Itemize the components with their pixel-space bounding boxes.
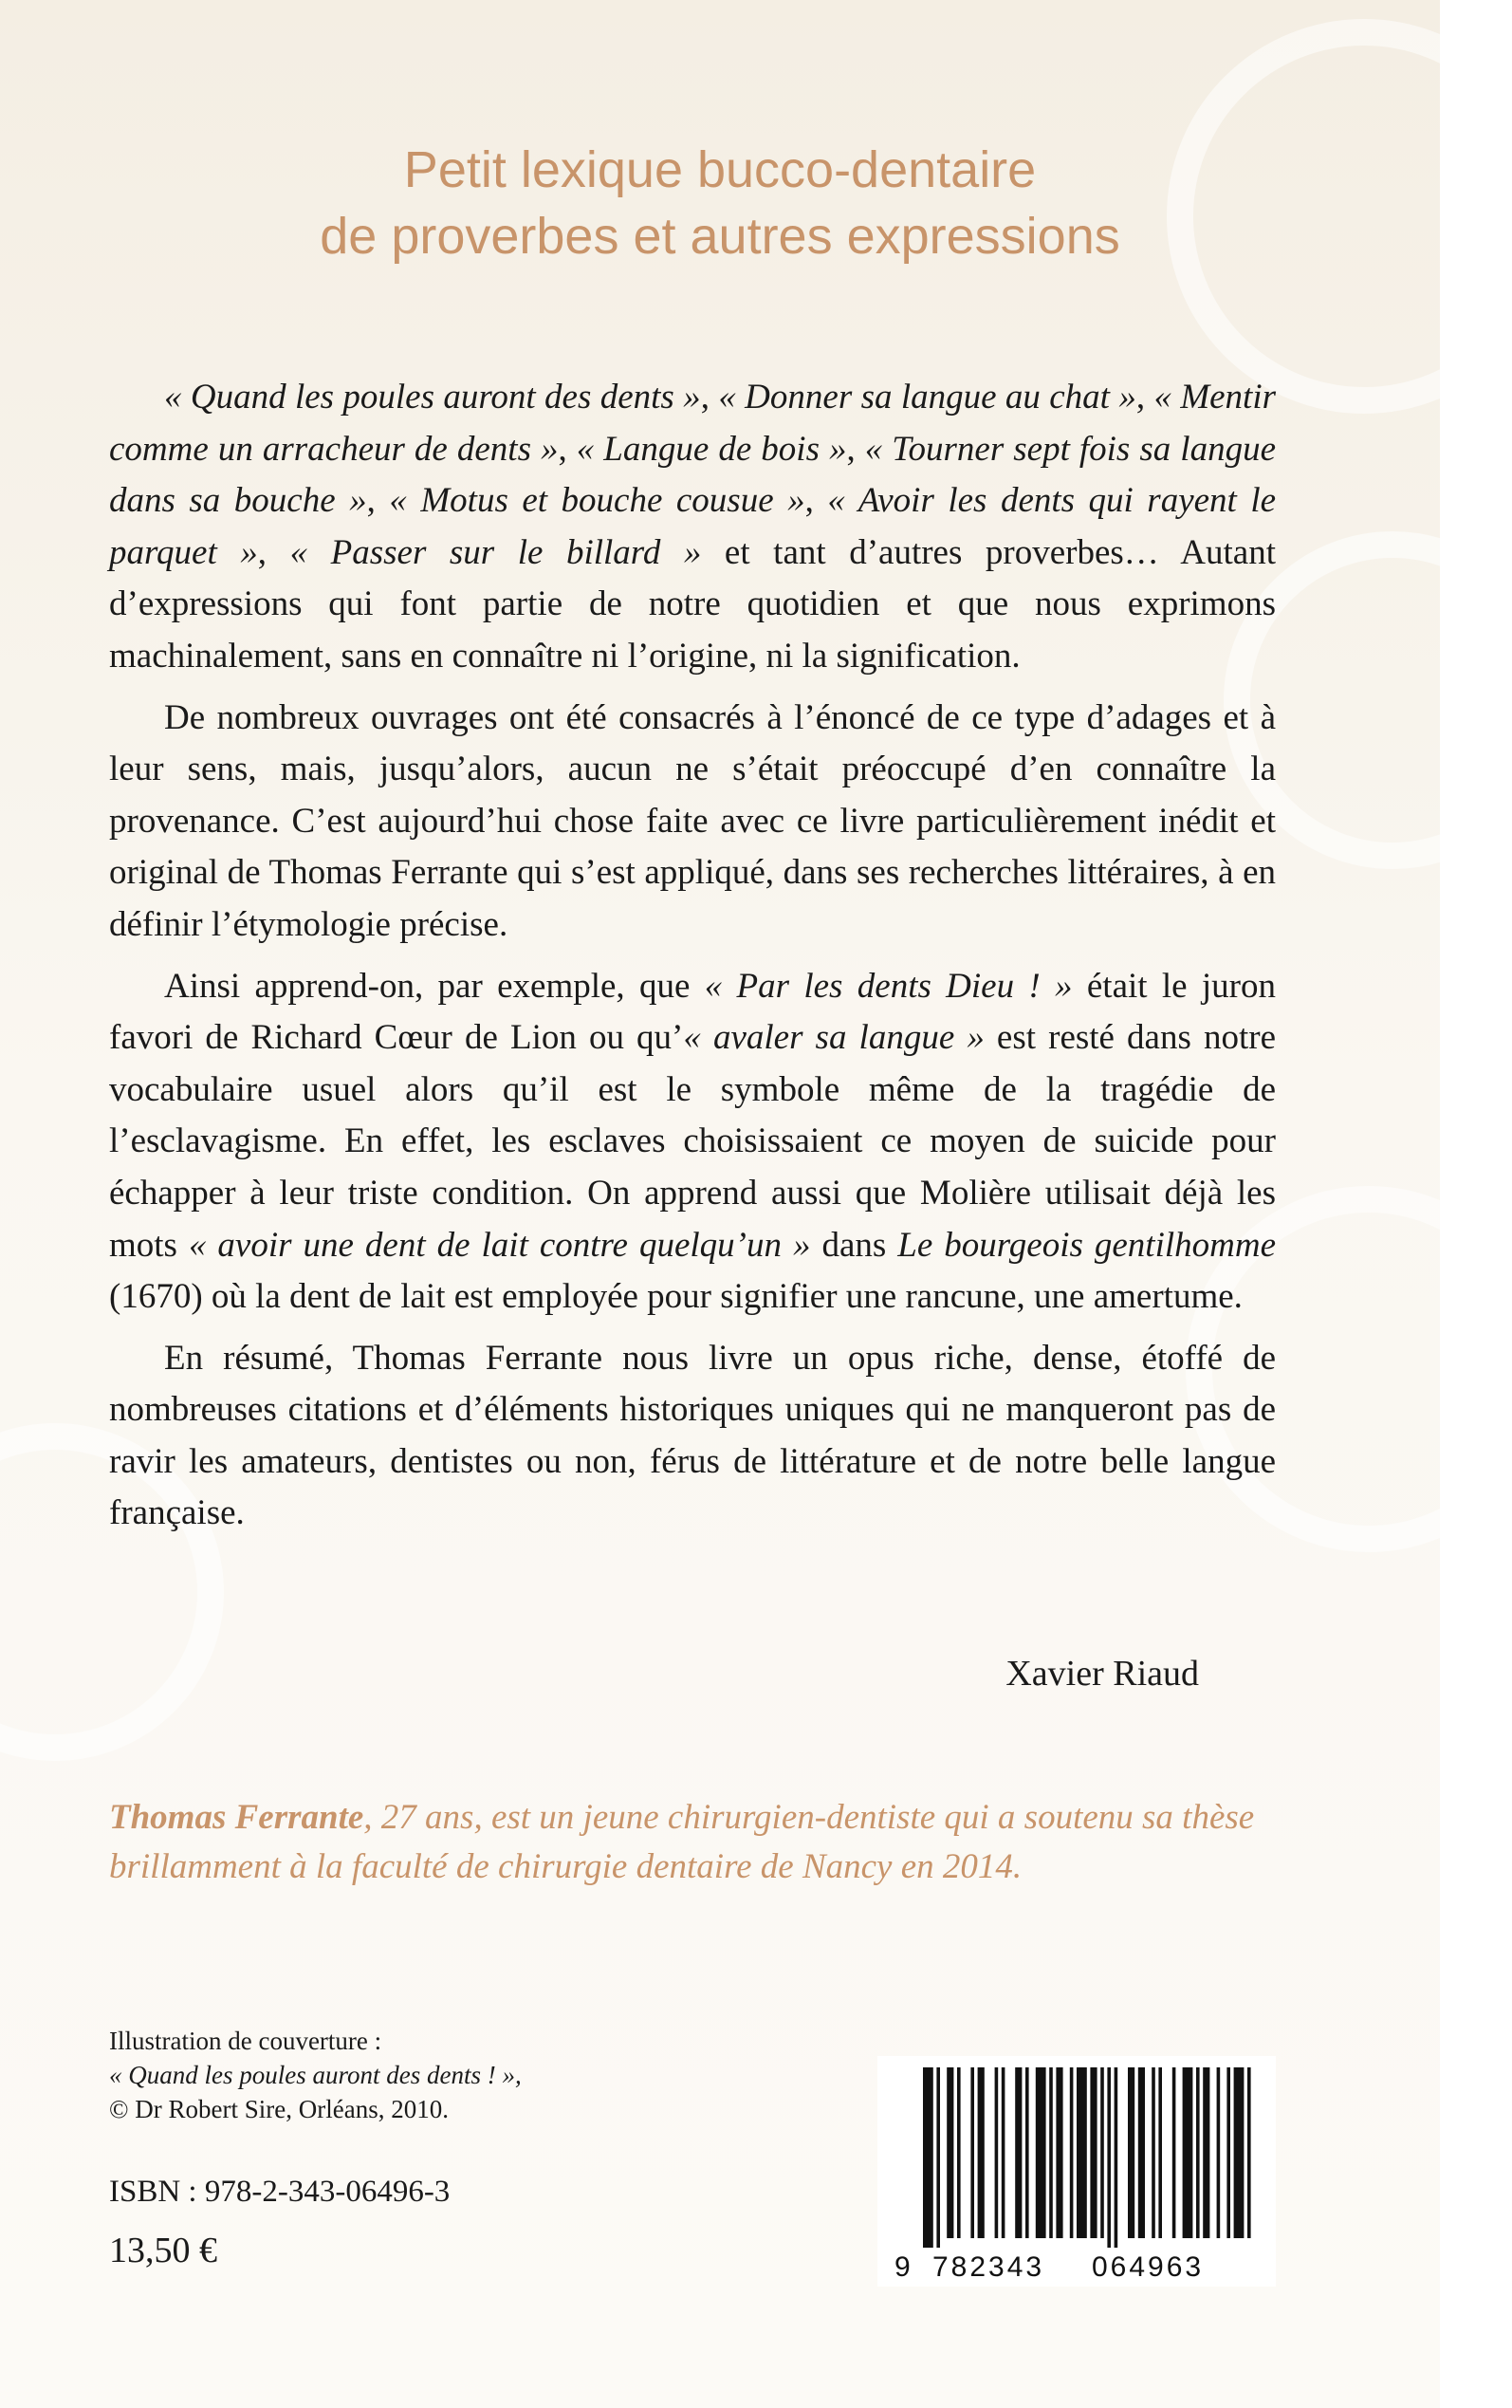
- proverb-quote: « Donner sa langue au chat »: [718, 378, 1136, 417]
- barcode-bar: [1183, 2067, 1193, 2238]
- barcode-bar: [1077, 2067, 1087, 2238]
- credits-copyright: © Dr Robert Sire, Orléans, 2010.: [109, 2095, 449, 2123]
- barcode-bar: [1234, 2067, 1245, 2238]
- blurb-body: [109, 372, 1276, 1549]
- isbn: ISBN : 978-2-343-06496-3: [109, 2175, 451, 2209]
- proverb-quote: « avaler sa langue »: [683, 1018, 985, 1058]
- barcode-bar: [1128, 2067, 1134, 2238]
- barcode-bar: [957, 2067, 961, 2238]
- credits-label: Illustration de couverture :: [109, 2027, 382, 2055]
- barcode-bar: [1107, 2067, 1111, 2248]
- barcode-bar: [1056, 2067, 1062, 2238]
- blurb-paragraph-3: [109, 961, 1276, 1324]
- book-title: [0, 137, 1440, 269]
- credits-work: « Quand les poules auront des dents ! »,: [109, 2061, 522, 2089]
- proverb-quote: « Mentir comme un arracheur de dents »: [109, 378, 1277, 469]
- blurb-paragraph-2: De nombreux ouvrages ont été consacrés à l’énoncé de ce type d’adages et à leur sens, mais, jusqu’alors, aucun ne s’était préoccupé d’en connaître la provenance. C’est aujourd’hui chose faite avec ce livre particulièrement inédit et original de Thomas Ferrante qui s’est appliqué, dans ses recherches littéraires, à en définir l’étymologie précise.: [109, 697, 1276, 944]
- barcode-bar: [1090, 2067, 1097, 2238]
- barcode-bar: [1115, 2067, 1118, 2248]
- barcode-bar: [1002, 2067, 1005, 2238]
- barcode-bars: [923, 2067, 1251, 2248]
- barcode-bar: [1247, 2067, 1251, 2238]
- barcode-bar: [947, 2067, 953, 2238]
- barcode-bar: [995, 2067, 999, 2238]
- proverb-quote: « Passer sur le billard »: [289, 532, 702, 572]
- proverb-quote: « Tourner sept fois sa langue dans sa bouche »: [109, 429, 1276, 521]
- proverb-quote: « Par les dents Dieu ! »: [704, 966, 1073, 1006]
- barcode-bar: [936, 2067, 940, 2248]
- separator: ,: [846, 429, 865, 469]
- barcode-digits-left: 782343: [932, 2251, 1045, 2283]
- barcode-bar: [923, 2067, 933, 2248]
- blurb-signature: Xavier Riaud: [1005, 1654, 1199, 1694]
- barcode-bar: [1203, 2067, 1209, 2238]
- barcode-bar: [1226, 2067, 1230, 2238]
- paragraph-text: (1670) où la dent de lait est employée pour signifier une rancune, une amertume.: [109, 1277, 1243, 1317]
- proverb-quote: « Langue de bois »: [576, 429, 847, 469]
- title-line-2: de proverbes et autres expressions: [320, 208, 1120, 266]
- barcode-bar: [1036, 2067, 1046, 2238]
- work-title: Le bourgeois gentilhomme: [897, 1225, 1276, 1265]
- proverb-quote: « avoir une dent de lait contre quelqu’un »: [188, 1225, 811, 1265]
- cover-illustration-credits: [109, 2024, 522, 2126]
- separator: ,: [700, 378, 719, 417]
- proverb-quote: « Quand les poules auront des dents »: [164, 378, 701, 417]
- page-edge: [1440, 0, 1512, 2408]
- barcode-bar: [1070, 2067, 1074, 2238]
- separator: ,: [257, 532, 290, 572]
- barcode-bar: [1217, 2067, 1221, 2238]
- paragraph-text: et tant d’autres proverbes… Autant d’expressions qui font partie de notre quotidien et que nous exprimons machinalement, sans en connaître ni l’origine, ni la signification.: [109, 532, 1277, 676]
- proverb-quote: « Avoir les dents qui rayent le parquet »: [109, 481, 1277, 572]
- blurb-paragraph-1: [109, 372, 1276, 683]
- barcode: [877, 2056, 1276, 2287]
- separator: ,: [804, 481, 828, 521]
- barcode-bar: [1138, 2067, 1145, 2238]
- barcode-bar: [1152, 2067, 1155, 2238]
- barcode-graphic: [877, 2056, 1276, 2287]
- title-line-1: Petit lexique bucco-dentaire: [403, 141, 1037, 199]
- proverb-quote: « Motus et bouche cousue »: [389, 481, 805, 521]
- barcode-bar: [1025, 2067, 1029, 2238]
- barcode-bar: [1196, 2067, 1200, 2238]
- price: 13,50 €: [109, 2231, 217, 2270]
- barcode-bar: [1100, 2067, 1104, 2238]
- blurb-paragraph-4: En résumé, Thomas Ferrante nous livre un opus riche, dense, étoffé de nombreuses citations et d’éléments historiques uniques qui ne manqueront pas de ravir les amateurs, dentistes ou non, férus de littérature et de notre belle langue française.: [109, 1338, 1276, 1533]
- paragraph-text: est resté dans notre vocabulaire usuel alors qu’il est le symbole même de la tragédie de l’esclavagisme. En effet, les esclaves choisissaient ce moyen de suicide pour échapper à leur triste condition. On apprend aussi que Molière utilisait déjà les mots: [109, 1018, 1276, 1265]
- paragraph-text: dans: [810, 1225, 898, 1265]
- author-name: Thomas Ferrante: [109, 1798, 364, 1837]
- barcode-bar: [1015, 2067, 1022, 2238]
- paragraph-text: était le juron favori de Richard Cœur de Lion ou qu’: [109, 966, 1276, 1058]
- separator: ,: [1135, 378, 1154, 417]
- barcode-digits-right: 064963: [1092, 2251, 1205, 2283]
- author-bio: [109, 1793, 1276, 1892]
- barcode-lead-digit: 9: [894, 2251, 911, 2283]
- barcode-bar: [1172, 2067, 1176, 2238]
- separator: ,: [558, 429, 577, 469]
- barcode-bar: [1049, 2067, 1053, 2238]
- paragraph-text: Ainsi apprend-on, par exemple, que: [164, 966, 705, 1006]
- barcode-bar: [1158, 2067, 1162, 2238]
- separator: ,: [366, 481, 390, 521]
- barcode-bar: [970, 2067, 974, 2238]
- author-bio-text: , 27 ans, est un jeune chirurgien-dentiste qui a soutenu sa thèse brillamment à la faculté de chirurgie dentaire de Nancy en 2014.: [109, 1798, 1255, 1886]
- barcode-bar: [978, 2067, 985, 2238]
